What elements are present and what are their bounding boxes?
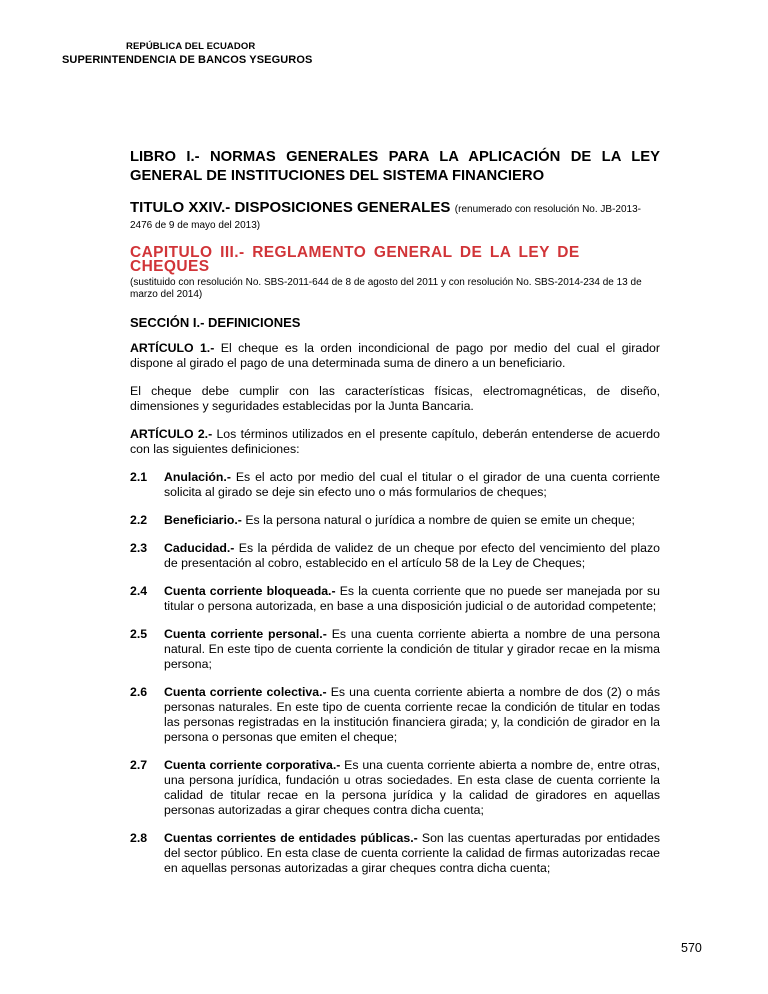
articulo-1-lead: ARTÍCULO 1.- xyxy=(130,341,215,355)
definition-text xyxy=(164,831,660,876)
definition-item xyxy=(130,470,660,500)
definition-number: 2.2 xyxy=(130,513,148,527)
definition-number: 2.4 xyxy=(130,584,148,598)
definition-term: Beneficiario.- xyxy=(164,513,242,527)
definition-body: Es una cuenta corriente abierta a nombre de una persona natural. En este tipo de cuenta corriente la condición de titular y girador recae en la misma persona; xyxy=(164,627,660,671)
definition-number: 2.7 xyxy=(130,758,148,772)
definition-text xyxy=(164,541,660,571)
definition-number: 2.3 xyxy=(130,541,148,555)
definition-body: Es una cuenta corriente abierta a nombre de dos (2) o más personas naturales. En este tipo de cuenta corriente recae la condición de titular en todas las personas registradas en la institución financiera girada; y, la condición de girador en la persona o personas que emiten el cheque; xyxy=(164,685,660,744)
definition-text xyxy=(164,470,660,500)
capitulo-note: (sustituido con resolución No. SBS-2011-644 de 8 de agosto del 2011 y con resolución No. SBS-2014-234 de 13 de marzo del 2014) xyxy=(130,277,642,300)
articulo-2-text: Los términos utilizados en el presente capítulo, deberán entenderse de acuerdo con las siguientes definiciones: xyxy=(130,427,660,456)
definition-text xyxy=(164,584,660,614)
definition-term: Cuenta corriente personal.- xyxy=(164,627,327,641)
definition-term: Anulación.- xyxy=(164,470,231,484)
articulo-1 xyxy=(130,341,660,371)
definition-item xyxy=(130,831,660,876)
page-number: 570 xyxy=(681,941,702,955)
definition-item xyxy=(130,584,660,614)
paragraph-cheque-requirements: El cheque debe cumplir con las características físicas, electromagnéticas, de diseño, dimensiones y seguridades establecidas por la Junta Bancaria. xyxy=(130,384,660,413)
definition-text xyxy=(164,758,660,818)
definition-number: 2.6 xyxy=(130,685,148,699)
definition-term: Cuenta corriente bloqueada.- xyxy=(164,584,336,598)
articulo-1-text: El cheque es la orden incondicional de pago por medio del cual el girador dispone al girado el pago de una determinada suma de dinero a un beneficiario. xyxy=(130,341,660,370)
definition-term: Caducidad.- xyxy=(164,541,235,555)
definition-item xyxy=(130,758,660,818)
definition-text xyxy=(164,513,660,528)
seccion-heading: SECCIÓN I.- DEFINICIONES xyxy=(130,315,301,330)
definition-term: Cuenta corriente corporativa.- xyxy=(164,758,341,772)
definition-body: Es el acto por medio del cual el titular o el girador de una cuenta corriente solicita al girado se deje sin efecto uno o más formularios de cheques; xyxy=(164,470,660,499)
definition-text xyxy=(164,685,660,745)
definitions-list xyxy=(130,470,660,876)
capitulo-main: CAPITULO III.- REGLAMENTO GENERAL DE LA LEY DE CHEQUES xyxy=(130,244,580,275)
definition-item xyxy=(130,685,660,745)
document-body xyxy=(130,148,660,889)
definition-body: Es la cuenta corriente que no puede ser manejada por su titular o persona autorizada, en base a una disposición judicial o de autoridad competente; xyxy=(164,584,660,613)
titulo-heading xyxy=(130,201,660,233)
header-country: REPÚBLICA DEL ECUADOR xyxy=(126,41,256,52)
titulo-main: TITULO XXIV.- DISPOSICIONES GENERALES xyxy=(130,199,451,216)
definition-number: 2.5 xyxy=(130,627,148,641)
titulo-note: (renumerado con resolución No. JB-2013- 2476 de 9 de mayo del 2013) xyxy=(130,204,642,231)
definition-term: Cuenta corriente colectiva.- xyxy=(164,685,327,699)
definition-item xyxy=(130,627,660,672)
definition-body: Son las cuentas aperturadas por entidades del sector público. En esta clase de cuenta corriente la calidad de firmas autorizadas recae en aquellas personas autorizadas a girar cheques contra dicha cuenta; xyxy=(164,831,660,875)
definition-body: Es una cuenta corriente abierta a nombre de, entre otras, una persona jurídica, fundación u otras sociedades. En esta clase de cuenta corriente la calidad de titular recae en la persona jurídica y la calidad de giradores en aquellas personas autorizadas a girar cheques contra dicha cuenta; xyxy=(164,758,660,817)
definition-text xyxy=(164,627,660,672)
definition-item xyxy=(130,513,660,528)
articulo-2-lead: ARTÍCULO 2.- xyxy=(130,427,213,441)
definition-number: 2.8 xyxy=(130,831,148,845)
articulo-2 xyxy=(130,427,660,457)
definition-number: 2.1 xyxy=(130,470,148,484)
definition-body: Es la pérdida de validez de un cheque por efecto del vencimiento del plazo de presentación al cobro, establecido en el artículo 58 de la Ley de Cheques; xyxy=(164,541,660,570)
capitulo-heading xyxy=(130,246,660,301)
definition-item xyxy=(130,541,660,571)
definition-term: Cuentas corrientes de entidades públicas.- xyxy=(164,831,418,845)
libro-heading: LIBRO I.- NORMAS GENERALES PARA LA APLICACIÓN DE LA LEY GENERAL DE INSTITUCIONES DEL SISTEMA FINANCIERO xyxy=(130,149,660,184)
definition-body: Es la persona natural o jurídica a nombre de quien se emite un cheque; xyxy=(241,513,635,527)
header-institution: SUPERINTENDENCIA DE BANCOS YSEGUROS xyxy=(62,54,313,66)
